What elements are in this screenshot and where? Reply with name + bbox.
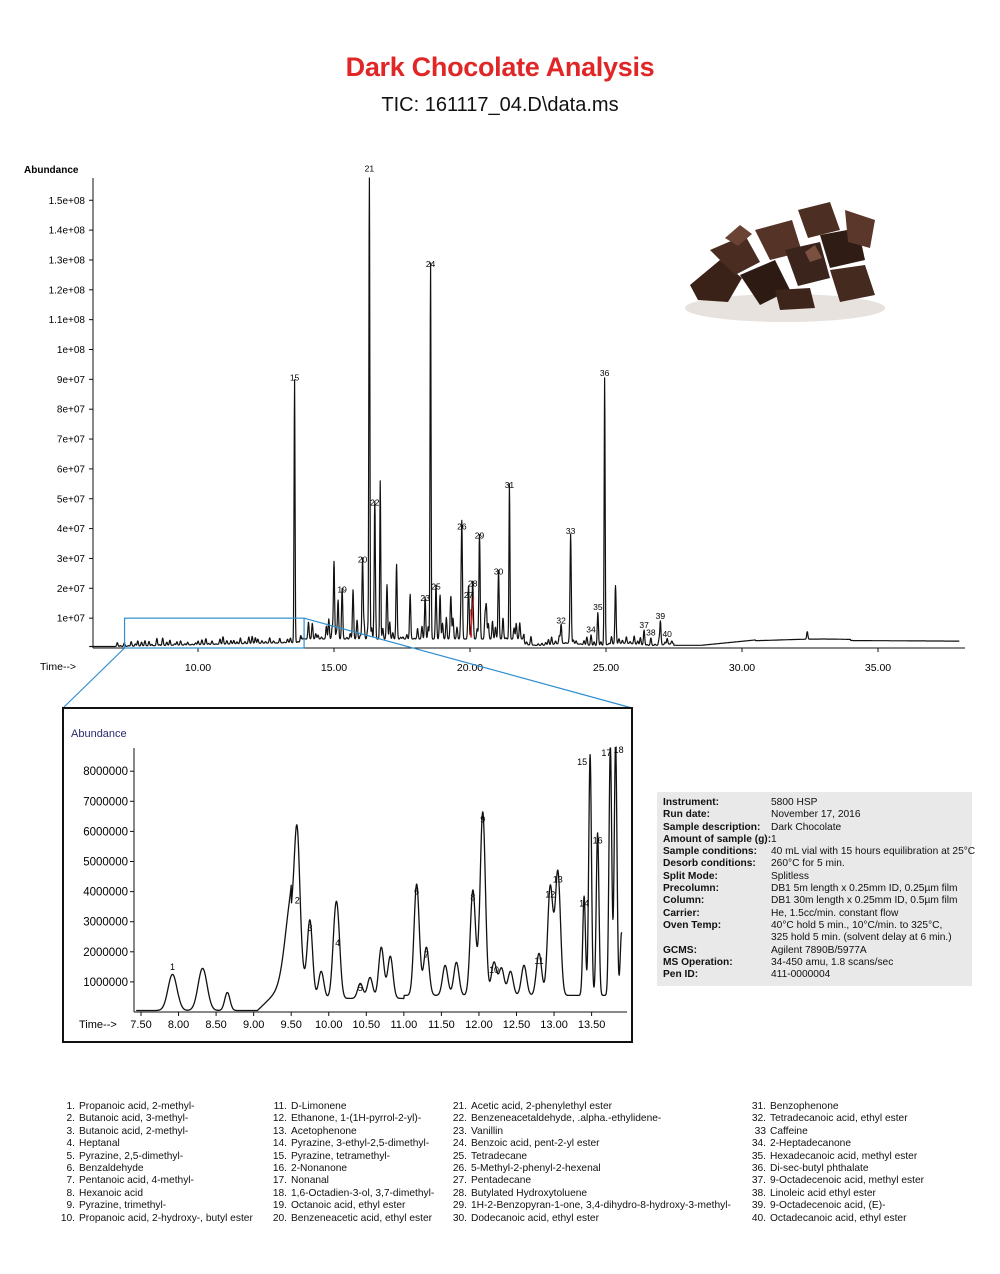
legend-compound-name: Tetradecanoic acid, ethyl ester — [770, 1113, 908, 1125]
main-y-tick-label: 9e+07 — [56, 374, 85, 386]
info-row — [657, 871, 972, 883]
main-y-tick-label: 6e+07 — [56, 464, 85, 476]
legend-number: 25. — [452, 1150, 467, 1162]
legend-compound-name: 9-Octadecenoic acid, methyl ester — [770, 1175, 925, 1187]
legend-item — [447, 1101, 731, 1113]
main-peak-label: 19 — [337, 584, 347, 595]
legend-number: 31. — [751, 1101, 766, 1112]
info-key: Oven Temp: — [663, 919, 722, 931]
legend-compound-name: 1H-2-Benzopyran-1-one, 3,4-dihydro-8-hydroxy-3-methyl- — [471, 1200, 731, 1212]
legend-item — [447, 1113, 731, 1125]
legend-column — [746, 1101, 924, 1225]
info-row — [657, 834, 972, 846]
legend-number: 9. — [66, 1200, 75, 1212]
legend-number: 27. — [452, 1175, 467, 1187]
info-row — [657, 809, 972, 821]
main-peak-label: 38 — [646, 627, 656, 638]
legend-item — [55, 1200, 253, 1212]
info-value: DB1 5m length x 0.25mm ID, 0.25µm film — [771, 883, 958, 895]
info-key: Column: — [663, 895, 705, 907]
inset-y-axis-label: Abundance — [71, 728, 127, 740]
legend-compound-name: Pyrazine, tetramethyl- — [291, 1150, 391, 1162]
legend-compound-name: Benzophenone — [770, 1101, 839, 1112]
compound-legend — [55, 1101, 985, 1231]
legend-item — [746, 1151, 924, 1163]
legend-compound-name: Caffeine — [770, 1125, 808, 1137]
legend-compound-name: Benzaldehyde — [79, 1163, 144, 1175]
legend-item — [447, 1175, 731, 1187]
legend-compound-name: D-Limonene — [291, 1101, 347, 1112]
legend-compound-name: Tetradecane — [471, 1150, 528, 1162]
main-x-tick-label: 20.00 — [456, 662, 484, 674]
inset-x-tick-label: 10.00 — [314, 1019, 343, 1031]
info-row — [657, 883, 972, 895]
main-peak-label: 15 — [289, 372, 300, 383]
instrument-info-panel — [657, 792, 976, 986]
legend-item — [746, 1213, 924, 1225]
inset-x-tick-label: 11.00 — [390, 1019, 418, 1031]
legend-item — [746, 1163, 924, 1175]
legend-number: 39. — [751, 1200, 766, 1212]
legend-item — [746, 1175, 924, 1187]
legend-compound-name: Propanoic acid, 2-methyl- — [79, 1101, 195, 1112]
legend-item — [267, 1213, 434, 1225]
legend-number: 4. — [66, 1138, 75, 1150]
legend-compound-name: Butanoic acid, 2-methyl- — [79, 1125, 189, 1137]
inset-x-axis-label: Time--> — [79, 1019, 117, 1031]
inset-y-tick-label: 5000000 — [83, 856, 128, 869]
legend-number: 7. — [66, 1175, 75, 1187]
legend-number: 29. — [452, 1200, 467, 1212]
inset-peak-label: 12 — [545, 889, 556, 900]
legend-compound-name: Acetic acid, 2-phenylethyl ester — [471, 1101, 612, 1112]
main-y-tick-label: 3e+07 — [56, 553, 85, 565]
main-peak-label: 21 — [364, 163, 375, 174]
inset-y-tick-label: 4000000 — [83, 886, 128, 899]
info-key: Split Mode: — [663, 870, 718, 882]
legend-number: 8. — [66, 1187, 75, 1199]
legend-number: 24. — [452, 1138, 467, 1150]
legend-number: 16. — [272, 1163, 287, 1175]
legend-number: 34. — [751, 1138, 766, 1150]
legend-number: 32. — [751, 1113, 766, 1125]
main-x-tick-label: 25.00 — [592, 662, 620, 674]
legend-item — [447, 1213, 731, 1225]
legend-compound-name: Di-sec-butyl phthalate — [770, 1163, 869, 1175]
main-y-tick-label: 4e+07 — [56, 524, 85, 536]
main-peak-label: 24 — [425, 258, 436, 269]
inset-peak-label: 11 — [534, 955, 544, 966]
inset-x-tick-label: 13.00 — [540, 1019, 568, 1031]
legend-item — [55, 1126, 253, 1138]
legend-number: 30. — [452, 1212, 467, 1224]
legend-item — [267, 1163, 434, 1175]
legend-number: 5. — [66, 1150, 75, 1162]
legend-item — [746, 1138, 924, 1150]
info-value: He, 1.5cc/min. constant flow — [771, 907, 899, 919]
inset-peak-label: 15 — [577, 757, 588, 768]
legend-compound-name: Pyrazine, 3-ethyl-2,5-dimethyl- — [291, 1138, 430, 1150]
main-peak-label: 33 — [565, 526, 576, 537]
info-row — [657, 797, 972, 809]
main-peak-label: 35 — [593, 602, 603, 613]
inset-x-tick-label: 12.00 — [465, 1019, 493, 1031]
legend-item — [55, 1188, 253, 1200]
legend-compound-name: 5-Methyl-2-phenyl-2-hexenal — [471, 1163, 601, 1175]
inset-peak-label: 14 — [579, 898, 590, 909]
main-peak-label: 28 — [467, 578, 478, 589]
legend-item — [746, 1126, 924, 1138]
legend-item — [55, 1138, 253, 1150]
info-key: Amount of sample (g): — [663, 833, 772, 845]
legend-number: 38. — [751, 1187, 766, 1199]
legend-number: 40. — [751, 1212, 766, 1224]
inset-peak-label: 8 — [470, 892, 476, 903]
legend-number: 15. — [272, 1150, 287, 1162]
main-peak-label: 26 — [457, 521, 467, 532]
legend-item — [746, 1113, 924, 1125]
inset-frame — [63, 708, 632, 1042]
legend-compound-name: 2-Nonanone — [291, 1163, 348, 1175]
info-row — [657, 846, 976, 858]
legend-item — [267, 1113, 434, 1125]
info-row — [657, 945, 972, 957]
legend-item — [267, 1175, 434, 1187]
legend-compound-name: Propanoic acid, 2-hydroxy-, butyl ester — [79, 1212, 253, 1224]
main-y-tick-label: 1e+07 — [56, 613, 85, 625]
inset-peak-label: 16 — [592, 835, 603, 846]
info-key: Sample description: — [663, 821, 761, 833]
legend-compound-name: Pyrazine, 2,5-dimethyl- — [79, 1150, 184, 1162]
info-value: 325 hold 5 min. (solvent delay at 6 min.) — [771, 932, 952, 944]
main-peak-label: 23 — [420, 593, 430, 604]
legend-compound-name: Benzeneacetic acid, ethyl ester — [291, 1212, 433, 1224]
main-y-tick-label: 1.5e+08 — [48, 195, 85, 207]
legend-number: 10. — [60, 1212, 75, 1224]
info-value: 34-450 amu, 1.8 scans/sec — [771, 956, 894, 968]
main-y-tick-label: 5e+07 — [56, 494, 85, 506]
legend-number: 18. — [272, 1187, 287, 1199]
legend-item — [267, 1138, 434, 1150]
legend-item — [746, 1101, 924, 1113]
main-peak-label: 37 — [639, 620, 649, 631]
legend-compound-name: Ethanone, 1-(1H-pyrrol-2-yl)- — [291, 1113, 422, 1125]
info-key: Instrument: — [663, 797, 720, 808]
legend-compound-name: Hexadecanoic acid, methyl ester — [770, 1150, 918, 1162]
legend-compound-name: Benzoic acid, pent-2-yl ester — [471, 1138, 600, 1150]
legend-item — [447, 1163, 731, 1175]
info-value: Splitless — [771, 870, 809, 882]
info-key: Run date: — [663, 809, 710, 821]
main-peak-label: 20 — [357, 554, 368, 565]
legend-compound-name: Pentadecane — [471, 1175, 532, 1187]
legend-compound-name: Benzeneacetaldehyde, .alpha.-ethylidene- — [471, 1113, 662, 1125]
legend-item — [55, 1213, 253, 1225]
legend-number: 11. — [273, 1101, 287, 1112]
inset-x-tick-label: 13.50 — [577, 1019, 606, 1031]
inset-peak-label: 18 — [613, 745, 624, 756]
inset-peak-label: 2 — [294, 895, 300, 906]
main-y-tick-label: 1.2e+08 — [48, 285, 85, 297]
info-row — [657, 932, 972, 944]
main-peak-label: 32 — [556, 615, 566, 626]
inset-peak-label: 10 — [488, 964, 499, 975]
legend-item — [55, 1101, 253, 1113]
legend-compound-name: Octadecanoic acid, ethyl ester — [770, 1212, 907, 1224]
inset-peak-label: 1 — [170, 961, 176, 972]
legend-item — [267, 1126, 434, 1138]
inset-y-tick-label: 7000000 — [83, 796, 128, 809]
legend-number: 14. — [272, 1138, 287, 1150]
main-peak-label: 30 — [493, 566, 504, 577]
legend-item — [55, 1175, 253, 1187]
legend-number: 2. — [66, 1113, 75, 1125]
inset-y-tick-label: 3000000 — [83, 916, 128, 929]
zoom-connector-right — [304, 615, 632, 708]
legend-number: 6. — [66, 1163, 75, 1175]
info-key — [657, 932, 771, 944]
info-value: 1 — [771, 833, 777, 845]
main-y-axis-label: Abundance — [24, 165, 79, 176]
main-peak-label: 39 — [655, 611, 666, 622]
inset-peak-label: 3 — [307, 922, 313, 933]
legend-number: 20. — [272, 1212, 287, 1224]
legend-compound-name: 2-Heptadecanone — [770, 1138, 851, 1150]
legend-item — [447, 1200, 731, 1212]
info-value: 40°C hold 5 min., 10°C/min. to 325°C, — [771, 919, 943, 931]
main-peak-label: 27 — [463, 590, 474, 601]
main-x-tick-label: 15.00 — [320, 662, 348, 674]
legend-compound-name: Pyrazine, trimethyl- — [79, 1200, 167, 1212]
inset-peak-label: 6 — [414, 886, 420, 897]
legend-number: 1. — [66, 1101, 75, 1112]
main-peak-label: 31 — [504, 479, 515, 490]
main-y-tick-label: 2e+07 — [56, 583, 85, 595]
legend-item — [55, 1151, 253, 1163]
legend-number: 36. — [751, 1163, 766, 1175]
legend-column — [447, 1101, 731, 1225]
legend-item — [267, 1151, 434, 1163]
main-peak-label: 34 — [586, 624, 596, 635]
legend-number: 17. — [272, 1175, 287, 1187]
info-key: MS Operation: — [663, 956, 733, 968]
legend-item — [55, 1113, 253, 1125]
legend-compound-name: Dodecanoic acid, ethyl ester — [471, 1212, 599, 1224]
inset-x-tick-label: 8.00 — [167, 1019, 190, 1031]
inset-peak-label: 5 — [357, 982, 363, 993]
legend-compound-name: 9-Octadecenoic acid, (E)- — [770, 1200, 886, 1212]
main-peak-label: 36 — [599, 367, 610, 378]
legend-compound-name: Hexanoic acid — [79, 1187, 143, 1199]
info-key: Sample conditions: — [663, 846, 757, 858]
legend-number: 13. — [272, 1125, 287, 1137]
legend-item — [746, 1188, 924, 1200]
info-row — [657, 920, 972, 932]
inset-x-tick-label: 11.50 — [428, 1019, 455, 1031]
legend-compound-name: Butylated Hydroxytoluene — [471, 1187, 588, 1199]
legend-column — [267, 1101, 434, 1225]
info-value: November 17, 2016 — [771, 809, 861, 821]
inset-x-tick-label: 10.50 — [352, 1019, 381, 1031]
legend-compound-name: Vanillin — [471, 1125, 504, 1137]
main-y-tick-label: 7e+07 — [56, 434, 85, 446]
legend-number: 3. — [66, 1125, 75, 1137]
info-row — [657, 858, 972, 870]
legend-number: 19. — [272, 1200, 287, 1212]
zoom-connector-left — [63, 648, 125, 708]
legend-compound-name: Octanoic acid, ethyl ester — [291, 1200, 406, 1212]
main-peak-label: 29 — [474, 530, 485, 541]
main-y-tick-label: 8e+07 — [56, 404, 85, 416]
info-row — [657, 895, 972, 907]
main-x-axis-label: Time--> — [40, 661, 77, 673]
legend-item — [746, 1200, 924, 1212]
info-row — [657, 908, 972, 920]
legend-item — [447, 1138, 731, 1150]
legend-compound-name: Heptanal — [79, 1138, 120, 1150]
inset-x-tick-label: 9.00 — [242, 1019, 265, 1031]
info-key: GCMS: — [663, 944, 697, 956]
legend-column — [55, 1101, 253, 1225]
dark-chocolate-pieces-icon — [680, 190, 890, 330]
inset-y-tick-label: 8000000 — [83, 766, 128, 779]
info-key: Carrier: — [663, 907, 700, 919]
legend-item — [267, 1200, 434, 1212]
legend-item — [267, 1188, 434, 1200]
info-row — [657, 969, 972, 981]
main-peak-label: 22 — [370, 497, 380, 508]
info-key: Desorb conditions: — [663, 858, 756, 870]
main-y-tick-label: 1.1e+08 — [48, 315, 85, 327]
inset-x-tick-label: 9.50 — [280, 1019, 302, 1031]
info-row — [657, 822, 972, 834]
legend-item — [447, 1126, 731, 1138]
legend-number: 37. — [751, 1175, 766, 1187]
legend-compound-name: Acetophenone — [291, 1125, 357, 1137]
page-title: Dark Chocolate Analysis — [345, 52, 655, 82]
main-peak-label: 40 — [662, 629, 672, 640]
legend-compound-name: Pentanoic acid, 4-methyl- — [79, 1175, 194, 1187]
legend-compound-name: 1,6-Octadien-3-ol, 3,7-dimethyl- — [291, 1187, 435, 1199]
info-key: Pen ID: — [663, 969, 699, 981]
main-y-tick-label: 1.3e+08 — [48, 255, 85, 267]
legend-compound-name: Butanoic acid, 3-methyl- — [79, 1113, 189, 1125]
inset-peak-label: 9 — [480, 814, 486, 825]
main-x-tick-label: 10.00 — [184, 662, 212, 674]
info-value: 5800 HSP — [771, 797, 818, 808]
legend-number: 22. — [452, 1113, 467, 1125]
legend-number: 21. — [452, 1101, 467, 1112]
legend-number: 28. — [452, 1187, 467, 1199]
legend-compound-name: Nonanal — [291, 1175, 329, 1187]
main-y-tick-label: 1e+08 — [56, 345, 85, 356]
inset-y-tick-label: 6000000 — [83, 826, 128, 839]
legend-number: 23. — [452, 1125, 467, 1137]
info-value: Dark Chocolate — [771, 821, 842, 833]
inset-peak-label: 7 — [423, 949, 429, 960]
inset-peak-label: 13 — [552, 874, 563, 885]
main-y-tick-label: 1.4e+08 — [48, 225, 85, 237]
inset-x-tick-label: 12.50 — [502, 1019, 531, 1031]
legend-item — [267, 1101, 434, 1113]
inset-x-tick-label: 8.50 — [205, 1019, 227, 1031]
info-value: DB1 30m length x 0.25mm ID, 0.5µm film — [771, 895, 958, 907]
inset-peak-label: 17 — [601, 748, 612, 759]
legend-number: 33 — [754, 1125, 766, 1137]
main-x-tick-label: 30.00 — [728, 662, 756, 674]
legend-number: 26. — [452, 1163, 467, 1175]
legend-item — [447, 1151, 731, 1163]
legend-item — [447, 1188, 731, 1200]
info-value: Agilent 7890B/5977A — [771, 944, 867, 956]
info-value: 40 mL vial with 15 hours equilibration at 25°C — [771, 846, 976, 858]
inset-y-tick-label: 1000000 — [83, 976, 128, 989]
legend-item — [55, 1163, 253, 1175]
main-peak-label: 25 — [431, 581, 441, 592]
inset-peak-label: 4 — [335, 937, 341, 948]
info-key: Precolumn: — [663, 883, 720, 895]
info-row — [657, 957, 972, 969]
page-subtitle: TIC: 161117_04.D\data.ms — [381, 94, 619, 116]
main-x-tick-label: 35.00 — [864, 662, 892, 674]
inset-y-tick-label: 2000000 — [83, 946, 128, 959]
legend-number: 35. — [751, 1150, 766, 1162]
inset-x-tick-label: 7.50 — [130, 1019, 152, 1031]
info-value: 411-0000004 — [771, 969, 831, 981]
legend-compound-name: Linoleic acid ethyl ester — [770, 1187, 876, 1199]
info-value: 260°C for 5 min. — [771, 858, 845, 870]
inset-chart-axes — [63, 708, 632, 1042]
legend-number: 12. — [272, 1113, 287, 1125]
